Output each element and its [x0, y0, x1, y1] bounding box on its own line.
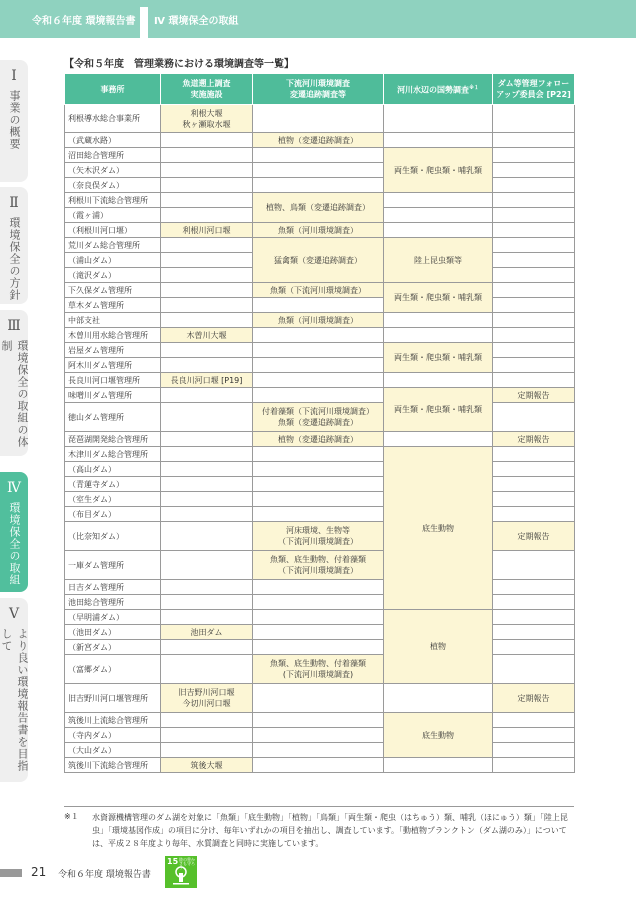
dam-cell	[493, 595, 575, 610]
table-row	[65, 298, 575, 313]
dam-cell	[493, 625, 575, 640]
office-name: （奈良俣ダム）	[65, 178, 161, 193]
dam-cell	[493, 148, 575, 163]
chapter-tab-label: 環境保全の取組	[8, 502, 21, 586]
fishway-cell	[161, 298, 253, 313]
river-cell	[253, 713, 384, 728]
table-row	[65, 358, 575, 373]
table-row	[65, 343, 575, 358]
census-cell	[384, 313, 493, 328]
office-name: 琵琶湖開発総合管理所	[65, 432, 161, 447]
fishway-cell	[161, 595, 253, 610]
census-cell: 両生類・爬虫類・哺乳類	[384, 148, 493, 193]
header-fishway: 魚道遡上調査 実施施設	[161, 74, 253, 105]
dam-cell	[493, 238, 575, 253]
river-cell: 植物、鳥類（変遷追跡調査）	[253, 193, 384, 223]
table-row	[65, 684, 575, 713]
dam-cell	[493, 713, 575, 728]
census-cell	[384, 105, 493, 133]
fishway-cell	[161, 313, 253, 328]
office-name: 木曽川用水総合管理所	[65, 328, 161, 343]
chapter-tab-label: より良い環境報告書を目指して	[0, 628, 29, 772]
census-cell: 両生類・爬虫類・哺乳類	[384, 343, 493, 373]
table-row	[65, 447, 575, 462]
header-census: 河川水辺の国勢調査$^{※1}$	[384, 74, 493, 105]
footer-title: 令和６年度 環境報告書	[58, 870, 151, 880]
river-cell	[253, 105, 384, 133]
river-cell: 魚類（下流河川環境調査）	[253, 283, 384, 298]
dam-cell	[493, 283, 575, 298]
table-row	[65, 477, 575, 492]
fishway-cell	[161, 343, 253, 358]
chapter-tab-1[interactable]	[0, 60, 28, 182]
office-name: （寺内ダム）	[65, 728, 161, 743]
fishway-cell	[161, 432, 253, 447]
office-name: （青蓮寺ダム）	[65, 477, 161, 492]
river-cell	[253, 298, 384, 313]
fishway-cell	[161, 507, 253, 522]
census-cell	[384, 133, 493, 148]
office-name: （室生ダム）	[65, 492, 161, 507]
chapter-tab-2[interactable]	[0, 187, 28, 304]
river-cell: 魚類（河川環境調査）	[253, 223, 384, 238]
office-name: 徳山ダム管理所	[65, 403, 161, 432]
river-cell: 猛禽類（変遷追跡調査）	[253, 238, 384, 283]
fishway-cell: 利根川河口堰	[161, 223, 253, 238]
river-cell	[253, 462, 384, 477]
table-row	[65, 580, 575, 595]
header-river: 下流河川環境調査 変遷追跡調査等	[253, 74, 384, 105]
chapter-tab-4[interactable]	[0, 472, 28, 592]
dam-cell	[493, 758, 575, 773]
fishway-cell	[161, 133, 253, 148]
fishway-cell	[161, 148, 253, 163]
census-cell: 両生類・爬虫類・哺乳類	[384, 388, 493, 432]
table-row	[65, 522, 575, 551]
table-row	[65, 163, 575, 178]
census-cell	[384, 328, 493, 343]
dam-cell	[493, 551, 575, 580]
fishway-cell	[161, 551, 253, 580]
chapter-tab-3[interactable]	[0, 310, 28, 456]
footnote-ref: ※１	[469, 84, 479, 91]
fishway-cell	[161, 655, 253, 684]
fishway-cell	[161, 358, 253, 373]
dam-cell	[493, 163, 575, 178]
river-cell: 魚類、底生動物、付着藻類 （下流河川環境調査）	[253, 551, 384, 580]
table-row	[65, 640, 575, 655]
dam-cell	[493, 298, 575, 313]
dam-cell	[493, 728, 575, 743]
office-name: （池田ダム）	[65, 625, 161, 640]
census-cell	[384, 223, 493, 238]
fishway-cell	[161, 193, 253, 208]
table-row	[65, 655, 575, 684]
fishway-cell	[161, 580, 253, 595]
dam-cell	[493, 178, 575, 193]
sdg-label: 陸の豊かさも守ろう	[179, 857, 195, 870]
chapter-tab-label: 環境保全の取組の体制	[0, 340, 29, 448]
table-row	[65, 193, 575, 208]
footnote-mark: ※１	[64, 812, 79, 821]
table-row	[65, 462, 575, 477]
fishway-cell	[161, 447, 253, 462]
office-name: 沼田総合管理所	[65, 148, 161, 163]
fishway-cell	[161, 492, 253, 507]
office-name: 木津川ダム総合管理所	[65, 447, 161, 462]
fishway-cell: 木曽川大堰	[161, 328, 253, 343]
chapter-tab-number: Ⅱ	[9, 195, 19, 211]
dam-cell	[493, 343, 575, 358]
table-row	[65, 625, 575, 640]
office-name: 利根導水総合事業所	[65, 105, 161, 133]
table-row	[65, 148, 575, 163]
office-name: 日吉ダム管理所	[65, 580, 161, 595]
river-cell	[253, 328, 384, 343]
office-name: （武蔵水路）	[65, 133, 161, 148]
table-row	[65, 492, 575, 507]
table-row	[65, 728, 575, 743]
fishway-cell	[161, 268, 253, 283]
dam-cell	[493, 268, 575, 283]
table-row	[65, 373, 575, 388]
census-cell: 底生動物	[384, 447, 493, 610]
footnote-divider	[64, 806, 574, 807]
river-cell	[253, 388, 384, 403]
river-cell	[253, 447, 384, 462]
office-name: 旧吉野川河口堰管理所	[65, 684, 161, 713]
fishway-cell	[161, 178, 253, 193]
table-row	[65, 595, 575, 610]
report-title: 令和６年度 環境報告書	[32, 16, 136, 27]
census-cell: 陸上昆虫類等	[384, 238, 493, 283]
fishway-cell	[161, 283, 253, 298]
table-row	[65, 105, 575, 133]
dam-cell	[493, 743, 575, 758]
dam-cell	[493, 655, 575, 684]
fishway-cell	[161, 253, 253, 268]
chapter-tab-label: 事業の概要	[8, 90, 21, 150]
dam-cell	[493, 105, 575, 133]
dam-cell	[493, 253, 575, 268]
table-row	[65, 743, 575, 758]
office-name: （布目ダム）	[65, 507, 161, 522]
office-name: 一庫ダム管理所	[65, 551, 161, 580]
river-cell	[253, 178, 384, 193]
fishway-cell: 利根大堰 秋ヶ瀬取水堰	[161, 105, 253, 133]
chapter-tab-number: Ⅳ	[7, 480, 21, 496]
river-cell	[253, 595, 384, 610]
chapter-tab-number: Ⅲ	[7, 318, 21, 334]
river-cell	[253, 148, 384, 163]
dam-cell	[493, 358, 575, 373]
dam-cell: 定期報告	[493, 522, 575, 551]
tree-icon	[165, 856, 197, 888]
office-name: （新宮ダム）	[65, 640, 161, 655]
census-cell	[384, 208, 493, 223]
table-row	[65, 551, 575, 580]
office-name: 味噌川ダム管理所	[65, 388, 161, 403]
dam-cell: 定期報告	[493, 432, 575, 447]
fishway-cell	[161, 462, 253, 477]
office-name: 利根川下流総合管理所	[65, 193, 161, 208]
river-cell	[253, 640, 384, 655]
chapter-tab-label: 環境保全の方針	[8, 217, 21, 301]
survey-table	[64, 73, 575, 773]
dam-cell	[493, 477, 575, 492]
table-row	[65, 238, 575, 253]
river-cell: 植物（変遷追跡調査）	[253, 432, 384, 447]
fishway-cell	[161, 713, 253, 728]
chapter-tab-number: Ⅴ	[8, 606, 20, 622]
page-number: 21	[31, 865, 47, 879]
dam-cell	[493, 208, 575, 223]
river-cell: 魚類（河川環境調査）	[253, 313, 384, 328]
river-cell: 魚類、底生動物、付着藻類 (下流河川環境調査)	[253, 655, 384, 684]
dam-cell	[493, 492, 575, 507]
fishway-cell	[161, 477, 253, 492]
office-name: （早明浦ダム）	[65, 610, 161, 625]
table-row	[65, 758, 575, 773]
dam-cell	[493, 610, 575, 625]
census-cell: 両生類・爬虫類・哺乳類	[384, 283, 493, 313]
dam-cell	[493, 507, 575, 522]
dam-cell	[493, 223, 575, 238]
census-cell: 植物	[384, 610, 493, 684]
river-cell: 河床環境、生物等 （下流河川環境調査）	[253, 522, 384, 551]
table-header-row	[65, 74, 575, 105]
fishway-cell	[161, 640, 253, 655]
office-name: （滝沢ダム）	[65, 268, 161, 283]
office-name: 荒川ダム総合管理所	[65, 238, 161, 253]
census-cell	[384, 684, 493, 713]
river-cell	[253, 580, 384, 595]
river-cell	[253, 163, 384, 178]
river-cell	[253, 492, 384, 507]
dam-cell	[493, 403, 575, 432]
chapter-title: Ⅳ 環境保全の取組	[154, 16, 239, 27]
table-row	[65, 133, 575, 148]
chapter-tab-5[interactable]	[0, 598, 28, 782]
table-row	[65, 328, 575, 343]
office-name: 筑後川上流総合管理所	[65, 713, 161, 728]
river-cell	[253, 358, 384, 373]
table-row	[65, 388, 575, 403]
fishway-cell	[161, 238, 253, 253]
census-cell	[384, 373, 493, 388]
river-cell	[253, 507, 384, 522]
dam-cell: 定期報告	[493, 388, 575, 403]
header-separator	[140, 7, 148, 38]
dam-cell	[493, 193, 575, 208]
office-name: 長良川河口堰管理所	[65, 373, 161, 388]
office-name: 池田総合管理所	[65, 595, 161, 610]
office-name: （比奈知ダム）	[65, 522, 161, 551]
river-cell	[253, 477, 384, 492]
dam-cell	[493, 447, 575, 462]
river-cell	[253, 758, 384, 773]
census-cell: 底生動物	[384, 713, 493, 758]
river-cell	[253, 610, 384, 625]
office-name: （利根川河口堰）	[65, 223, 161, 238]
page-header	[0, 0, 636, 38]
office-name: 岩屋ダム管理所	[65, 343, 161, 358]
table-row	[65, 432, 575, 447]
office-name: （大山ダム）	[65, 743, 161, 758]
dam-cell	[493, 462, 575, 477]
page-number-bar	[0, 869, 22, 877]
river-cell: 付着藻類（下流河川環境調査） 魚類（変遷追跡調査）	[253, 403, 384, 432]
fishway-cell: 長良川河口堰 [P19]	[161, 373, 253, 388]
footnote-text: 水資源機構管理のダム湖を対象に「魚類」「底生動物」「植物」「鳥類」「両生類・爬虫（はちゅう）類、哺乳（ほにゅう）類」「陸上昆虫」「環境基図作成」の項目に分け、毎年いずれかの項目を抽出し、調査しています。「動植物プランクトン（ダム湖のみ）」については、平成２８年度より毎年、水質調査と同時に実施しています。	[92, 813, 568, 848]
river-cell	[253, 743, 384, 758]
fishway-cell	[161, 403, 253, 432]
chapter-tab-number: Ⅰ	[11, 68, 17, 84]
office-name: （高山ダム）	[65, 462, 161, 477]
river-cell	[253, 625, 384, 640]
fishway-cell	[161, 163, 253, 178]
office-name: （富郷ダム）	[65, 655, 161, 684]
fishway-cell	[161, 522, 253, 551]
census-cell	[384, 193, 493, 208]
census-cell	[384, 432, 493, 447]
river-cell: 植物（変遷追跡調査）	[253, 133, 384, 148]
dam-cell	[493, 133, 575, 148]
dam-cell	[493, 640, 575, 655]
sdg-15-icon	[165, 856, 197, 888]
office-name: 筑後川下流総合管理所	[65, 758, 161, 773]
fishway-cell	[161, 743, 253, 758]
fishway-cell	[161, 728, 253, 743]
header-office: 事務所	[65, 74, 161, 105]
dam-cell	[493, 313, 575, 328]
table-row	[65, 713, 575, 728]
dam-cell	[493, 580, 575, 595]
census-cell	[384, 758, 493, 773]
table-row	[65, 507, 575, 522]
dam-cell	[493, 373, 575, 388]
office-name: 阿木川ダム管理所	[65, 358, 161, 373]
office-name: （浦山ダム）	[65, 253, 161, 268]
header-dam-committee: ダム等管理フォロー アップ委員会 [P22]	[493, 74, 575, 105]
office-name: （矢木沢ダム）	[65, 163, 161, 178]
table-row	[65, 313, 575, 328]
river-cell	[253, 373, 384, 388]
fishway-cell: 旧吉野川河口堰 今切川河口堰	[161, 684, 253, 713]
office-name: （霞ヶ浦）	[65, 208, 161, 223]
table-row	[65, 610, 575, 625]
fishway-cell: 池田ダム	[161, 625, 253, 640]
river-cell	[253, 728, 384, 743]
office-name: 下久保ダム管理所	[65, 283, 161, 298]
table-row	[65, 403, 575, 432]
fishway-cell	[161, 388, 253, 403]
fishway-cell: 筑後大堰	[161, 758, 253, 773]
fishway-cell	[161, 208, 253, 223]
table-row	[65, 223, 575, 238]
dam-cell	[493, 328, 575, 343]
office-name: 草木ダム管理所	[65, 298, 161, 313]
sdg-number: 15	[167, 857, 179, 866]
river-cell	[253, 343, 384, 358]
table-caption: 【令和５年度 管理業務における環境調査等一覧】	[64, 59, 294, 70]
dam-cell: 定期報告	[493, 684, 575, 713]
table-row	[65, 178, 575, 193]
office-name: 中部支社	[65, 313, 161, 328]
fishway-cell	[161, 610, 253, 625]
river-cell	[253, 684, 384, 713]
table-row	[65, 283, 575, 298]
